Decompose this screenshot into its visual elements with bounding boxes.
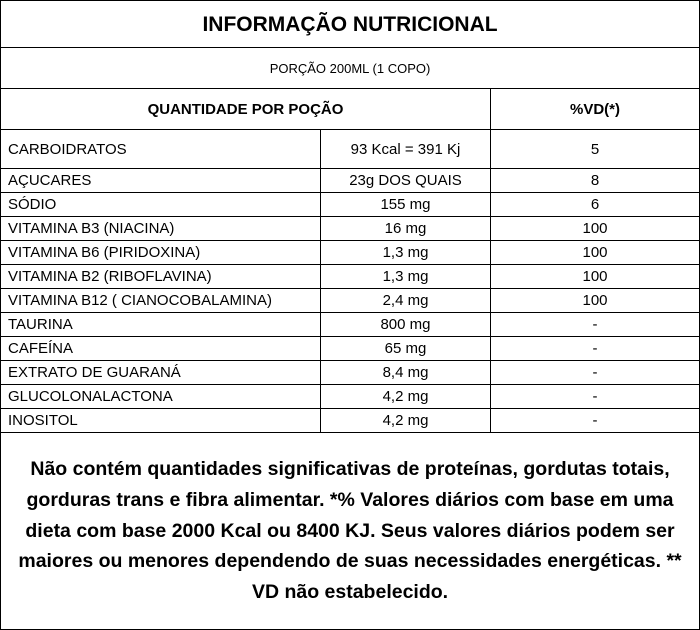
nutrient-amount: 4,2 mg xyxy=(321,409,491,433)
nutrient-amount: 23g DOS QUAIS xyxy=(321,169,491,193)
nutrient-amount: 800 mg xyxy=(321,313,491,337)
nutrient-vd: 100 xyxy=(491,217,700,241)
nutrient-vd: 6 xyxy=(491,193,700,217)
footnote: Não contém quantidades significativas de proteínas, gordutas totais, gorduras trans e fibra alimentar. *% Valores diários com base em uma dieta com base 2000 Kcal ou 8400 KJ. Seus valores diários podem ser maiores ou menores dependendo de suas necessidades energéticas. ** VD não estabelecido. xyxy=(1,433,700,630)
nutrient-vd: - xyxy=(491,313,700,337)
table-row xyxy=(1,265,700,289)
table-row xyxy=(1,241,700,265)
header-vd: %VD(*) xyxy=(491,89,700,130)
nutrient-name: SÓDIO xyxy=(1,193,321,217)
nutrient-vd: 5 xyxy=(491,130,700,169)
table-row xyxy=(1,217,700,241)
nutrient-amount: 93 Kcal = 391 Kj xyxy=(321,130,491,169)
nutrient-name: TAURINA xyxy=(1,313,321,337)
nutrient-vd: - xyxy=(491,361,700,385)
header-quantity: QUANTIDADE POR POÇÃO xyxy=(1,89,491,130)
nutrient-name: EXTRATO DE GUARANÁ xyxy=(1,361,321,385)
nutrient-name: VITAMINA B3 (NIACINA) xyxy=(1,217,321,241)
nutrient-name: VITAMINA B2 (RIBOFLAVINA) xyxy=(1,265,321,289)
nutrient-name: INOSITOL xyxy=(1,409,321,433)
nutrient-vd: - xyxy=(491,385,700,409)
nutrient-vd: 100 xyxy=(491,241,700,265)
portion-label: PORÇÃO 200ML (1 COPO) xyxy=(1,48,700,89)
table-row xyxy=(1,193,700,217)
table-row xyxy=(1,130,700,169)
nutrient-amount: 4,2 mg xyxy=(321,385,491,409)
nutrient-name: GLUCOLONALACTONA xyxy=(1,385,321,409)
nutrient-vd: - xyxy=(491,409,700,433)
nutrient-name: CAFEÍNA xyxy=(1,337,321,361)
table-title: INFORMAÇÃO NUTRICIONAL xyxy=(1,1,700,48)
nutrient-name: VITAMINA B6 (PIRIDOXINA) xyxy=(1,241,321,265)
table-row xyxy=(1,169,700,193)
nutrient-vd: 100 xyxy=(491,265,700,289)
table-row xyxy=(1,361,700,385)
nutrient-amount: 16 mg xyxy=(321,217,491,241)
nutrient-vd: 100 xyxy=(491,289,700,313)
nutrient-name: CARBOIDRATOS xyxy=(1,130,321,169)
nutrient-name: VITAMINA B12 ( CIANOCOBALAMINA) xyxy=(1,289,321,313)
nutrient-name: AÇUCARES xyxy=(1,169,321,193)
table-row xyxy=(1,385,700,409)
nutrient-amount: 65 mg xyxy=(321,337,491,361)
table-row xyxy=(1,337,700,361)
nutrient-amount: 155 mg xyxy=(321,193,491,217)
nutrient-vd: 8 xyxy=(491,169,700,193)
nutrient-vd: - xyxy=(491,337,700,361)
nutrient-amount: 8,4 mg xyxy=(321,361,491,385)
nutrient-amount: 1,3 mg xyxy=(321,265,491,289)
table-row xyxy=(1,289,700,313)
table-row xyxy=(1,409,700,433)
nutrient-amount: 2,4 mg xyxy=(321,289,491,313)
table-row xyxy=(1,313,700,337)
nutrient-amount: 1,3 mg xyxy=(321,241,491,265)
